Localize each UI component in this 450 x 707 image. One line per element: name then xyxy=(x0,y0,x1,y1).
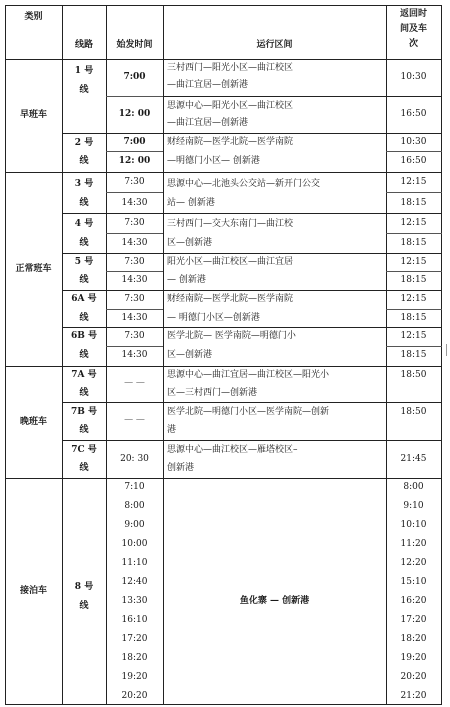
return-time: 18:15 xyxy=(400,238,427,248)
return-time: 12:20 xyxy=(400,558,427,568)
return-time: 9:10 xyxy=(403,501,424,511)
depart-time: 17:20 xyxy=(121,634,148,644)
section-text: 医学北院— 医学南院—明德门小 xyxy=(167,331,296,341)
return-time: 16:50 xyxy=(400,109,427,119)
return-time: 21:20 xyxy=(400,691,427,701)
return-time: 10:30 xyxy=(400,137,427,147)
sub-row-divider xyxy=(386,192,442,193)
route-number: 6A 号 xyxy=(71,294,97,304)
route-number: 6B 号 xyxy=(70,331,97,341)
section-text: 思源中心—阳光小区—曲江校区 xyxy=(167,101,294,111)
route-number: 7C 号 xyxy=(71,445,97,455)
section-text: — 创新港 xyxy=(167,275,206,285)
group-connector: 接泊车 xyxy=(19,586,47,596)
section-text: 三村西门—交大东南门—曲江校 xyxy=(167,219,294,229)
group-early: 早班车 xyxy=(19,110,47,120)
return-time: 12:15 xyxy=(400,257,427,267)
return-time: 15:10 xyxy=(400,577,427,587)
route-suffix: 线 xyxy=(79,85,89,95)
section-text: 区—创新港 xyxy=(167,350,213,360)
depart-time: 8:00 xyxy=(124,501,145,511)
section-text: 财经南院—医学北院—医学南院 xyxy=(167,294,294,304)
header-section: 运行区间 xyxy=(256,40,293,50)
section-text: 站— 创新港 xyxy=(167,198,215,208)
return-time: 18:50 xyxy=(400,370,427,380)
return-time: 18:50 xyxy=(400,407,427,417)
route-number: 7B 号 xyxy=(70,407,97,417)
return-time: 18:15 xyxy=(400,275,427,285)
route-number: 2 号 xyxy=(74,138,94,148)
section-text: 医学北院—明德门小区—医学南院—创新 xyxy=(167,407,330,417)
header-return-time: 返回时 间及车 次 xyxy=(399,9,427,49)
depart-time: — — xyxy=(124,378,145,388)
return-time: 17:20 xyxy=(400,615,427,625)
return-time: 16:20 xyxy=(400,596,427,606)
return-time: 8:00 xyxy=(403,482,424,492)
return-time: 12:15 xyxy=(400,177,427,187)
depart-time: 20:20 xyxy=(121,691,148,701)
route-number: 4 号 xyxy=(74,219,94,229)
depart-time: 7:00 xyxy=(123,72,146,82)
route-number: 1 号 xyxy=(74,66,94,76)
depart-time: 12: 00 xyxy=(118,109,151,119)
return-time: 16:50 xyxy=(400,156,427,166)
header-category: 类别 xyxy=(24,12,43,22)
depart-time: 11:10 xyxy=(121,558,148,568)
route-suffix: 线 xyxy=(79,198,89,208)
route-number: 7A 号 xyxy=(71,370,97,380)
section-text: 区—创新港 xyxy=(167,238,213,248)
depart-time: 7:30 xyxy=(124,218,145,228)
section-text: 阳光小区—曲江校区—曲江宜居 xyxy=(167,257,294,267)
section-text: 区—三村西门—创新港 xyxy=(167,388,258,398)
group-regular: 正常班车 xyxy=(15,264,52,274)
return-time: 11:20 xyxy=(400,539,427,549)
group-divider xyxy=(5,478,442,479)
section-text: 鱼化寨 — 创新港 xyxy=(239,596,310,606)
header-route: 线路 xyxy=(74,40,93,50)
section-text: —曲江宜居—创新港 xyxy=(167,118,249,128)
return-time: 18:15 xyxy=(400,350,427,360)
depart-time: 7:00 xyxy=(123,137,146,147)
return-time: 12:15 xyxy=(400,218,427,228)
return-time: 18:15 xyxy=(400,313,427,323)
return-time: 12:15 xyxy=(400,331,427,341)
section-text: 思源中心—北池头公交站—新开门公交 xyxy=(167,179,321,189)
route-suffix: 线 xyxy=(79,463,89,473)
route-suffix: 线 xyxy=(79,350,89,360)
depart-time: 12: 00 xyxy=(118,156,151,166)
sub-row-divider xyxy=(106,96,163,97)
depart-time: 10:00 xyxy=(121,539,148,549)
margin-marker xyxy=(446,344,450,356)
table-border-bottom xyxy=(5,704,442,705)
section-text: 三村西门—阳光小区—曲江校区 xyxy=(167,63,294,73)
depart-time: 16:10 xyxy=(121,615,148,625)
table-border-top xyxy=(5,5,442,6)
group-late: 晚班车 xyxy=(19,417,47,427)
section-text: 思源中心—曲江校区—雁塔校区– xyxy=(167,445,298,455)
depart-time: 12:40 xyxy=(121,577,148,587)
depart-time: 14:30 xyxy=(121,313,148,323)
depart-time: 14:30 xyxy=(121,238,148,248)
sub-row-divider xyxy=(106,192,163,193)
route-suffix: 线 xyxy=(79,238,89,248)
depart-time: 9:00 xyxy=(124,520,145,530)
depart-time: 7:30 xyxy=(124,294,145,304)
section-text: —曲江宜居—创新港 xyxy=(167,80,249,90)
depart-time: 13:30 xyxy=(121,596,148,606)
route-number: 5 号 xyxy=(74,257,94,267)
depart-time: 7:30 xyxy=(124,331,145,341)
section-text: 思源中心—曲江宜居—曲江校区—阳光小 xyxy=(167,370,330,380)
depart-time: 20: 30 xyxy=(120,454,149,464)
route-suffix: 线 xyxy=(79,275,89,285)
depart-time: 14:30 xyxy=(121,350,148,360)
route-suffix: 线 xyxy=(79,388,89,398)
header-depart-time: 始发时间 xyxy=(116,40,153,50)
return-time-list xyxy=(386,478,441,704)
section-text: — 明德门小区—创新港 xyxy=(167,313,260,323)
depart-time: 19:20 xyxy=(121,672,148,682)
depart-time: 14:30 xyxy=(121,198,148,208)
route-suffix: 线 xyxy=(79,156,89,166)
return-time: 10:30 xyxy=(400,72,427,82)
group-divider xyxy=(5,172,442,173)
depart-time: 7:30 xyxy=(124,257,145,267)
depart-time: — — xyxy=(124,415,145,425)
section-text: —明德门小区— 创新港 xyxy=(167,156,260,166)
return-time: 20:20 xyxy=(400,672,427,682)
route-suffix: 线 xyxy=(79,313,89,323)
table-border-right xyxy=(441,5,442,705)
depart-time-list xyxy=(106,478,163,704)
section-text: 创新港 xyxy=(167,463,195,473)
depart-time: 7:10 xyxy=(124,482,145,492)
section-text: 财经南院—医学北院—医学南院 xyxy=(167,137,294,147)
return-time: 18:20 xyxy=(400,634,427,644)
route-suffix: 线 xyxy=(79,425,89,435)
return-time: 18:15 xyxy=(400,198,427,208)
depart-time: 14:30 xyxy=(121,275,148,285)
route-number: 3 号 xyxy=(74,179,94,189)
return-time: 10:10 xyxy=(400,520,427,530)
section-text: 港 xyxy=(167,425,177,435)
return-time: 19:20 xyxy=(400,653,427,663)
depart-time: 18:20 xyxy=(121,653,148,663)
route-number: 8 号 xyxy=(74,582,94,592)
depart-time: 7:30 xyxy=(124,177,145,187)
return-time: 12:15 xyxy=(400,294,427,304)
return-time: 21:45 xyxy=(400,454,427,464)
route-suffix: 线 xyxy=(79,601,89,611)
